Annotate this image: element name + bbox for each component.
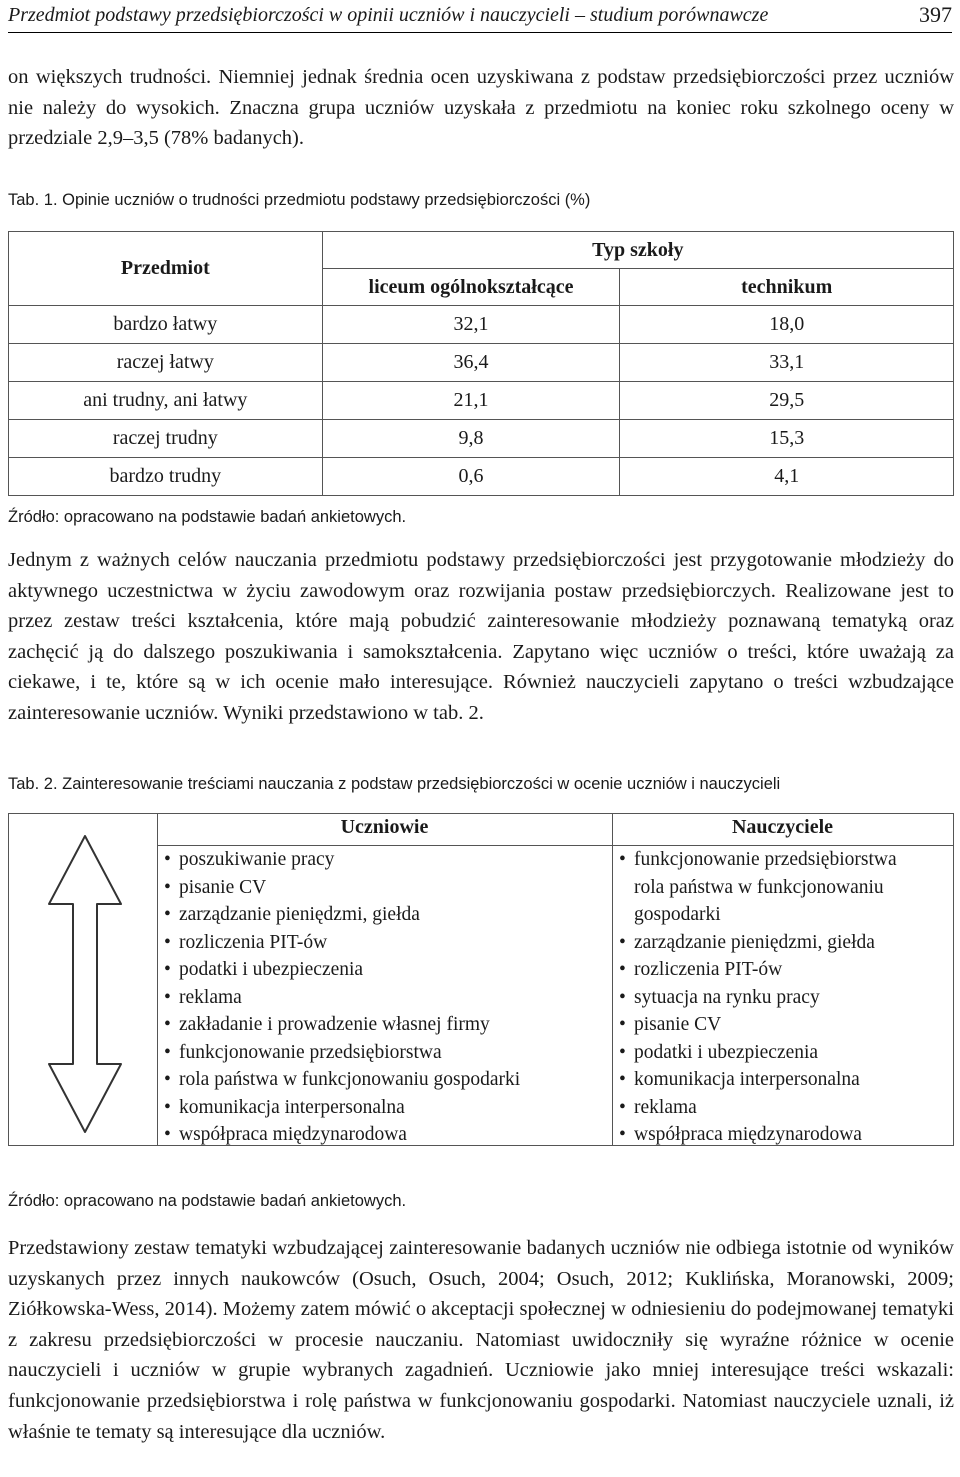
- list-item: • poszukiwanie pracy: [164, 846, 520, 874]
- cell-tech: 4,1: [620, 458, 954, 496]
- list-item: • zakładanie i prowadzenie własnej firmy: [164, 1011, 520, 1039]
- cell-tech: 15,3: [620, 420, 954, 458]
- cell-lo: 0,6: [322, 458, 620, 496]
- row-label: raczej trudny: [9, 420, 323, 458]
- list-item: • współpraca międzynarodowa: [164, 1121, 520, 1149]
- running-header: [8, 2, 952, 33]
- cell-tech: 18,0: [620, 306, 954, 344]
- list-item-continuation: rola państwa w funkcjonowaniu: [634, 876, 884, 898]
- table-row: [9, 420, 954, 458]
- double-arrow-icon: [47, 834, 123, 1134]
- table1-header-tech: technikum: [620, 269, 954, 306]
- list-item: • współpraca międzynarodowa: [619, 1121, 897, 1149]
- list-item: • podatki i ubezpieczenia: [619, 1039, 897, 1067]
- list-item: • funkcjonowanie przedsiębiorstwa: [164, 1039, 520, 1067]
- list-item: • reklama: [164, 984, 520, 1012]
- table1-header-subject: Przedmiot: [9, 232, 323, 306]
- row-label: ani trudny, ani łatwy: [9, 382, 323, 420]
- intro-paragraph: on większych trudności. Niemniej jednak średnia ocen uzyskiwana z podstaw przedsiębiorczości przez uczniów nie należy do wysokich. Znaczna grupa uczniów uzyskała z przedmiotu na koniec roku szkolnego oceny w przedziale 2,9–3,5 (78% badanych).: [8, 66, 954, 150]
- list-item: • reklama: [619, 1094, 897, 1122]
- table1-source: Źródło: opracowano na podstawie badań ankietowych.: [8, 508, 407, 526]
- list-item: • funkcjonowanie przedsiębiorstwa: [619, 846, 897, 874]
- list-item: • zarządzanie pieniędzmi, giełda: [164, 901, 520, 929]
- table-row: [9, 306, 954, 344]
- list-item: • rozliczenia PIT-ów: [164, 929, 520, 957]
- table-row: [9, 382, 954, 420]
- running-title: Przedmiot podstawy przedsiębiorczości w opinii uczniów i nauczycieli – studium porównawcze: [8, 4, 769, 26]
- list-item: • podatki i ubezpieczenia: [164, 956, 520, 984]
- row-label: raczej łatwy: [9, 344, 323, 382]
- cell-lo: 36,4: [322, 344, 620, 382]
- list-item: • rozliczenia PIT-ów: [619, 956, 897, 984]
- list-item: • sytuacja na rynku pracy: [619, 984, 897, 1012]
- list-item: • zarządzanie pieniędzmi, giełda: [619, 929, 897, 957]
- middle-paragraph: Jednym z ważnych celów nauczania przedmiotu podstawy przedsiębiorczości jest przygotowanie młodzieży do aktywnego uczestnictwa w życiu zawodowym oraz rozwijania postaw przedsiębiorczych. Realizowane jest to przez zestaw treści kształcenia, które mają pobudzić zainteresowanie młodzieży poznawaną tematyką oraz zachęcić ją do dalszego poszukiwania i samokształcenia. Zapytano więc uczniów o treści, które uważają za ciekawe, i te, które są w ich ocenie mało interesujące. Również nauczycieli zapytano o treści wzbudzające zainteresowanie uczniów. Wyniki przedstawiono w tab. 2.: [8, 549, 954, 724]
- table2-source: Źródło: opracowano na podstawie badań ankietowych.: [8, 1192, 407, 1210]
- row-label: bardzo łatwy: [9, 306, 323, 344]
- table1-caption: Tab. 1. Opinie uczniów o trudności przedmiotu podstawy przedsiębiorczości (%): [8, 191, 591, 209]
- list-item: • komunikacja interpersonalna: [619, 1066, 897, 1094]
- teachers-list: [619, 846, 897, 1149]
- column-divider: [157, 814, 158, 1145]
- list-item: • komunikacja interpersonalna: [164, 1094, 520, 1122]
- cell-lo: 9,8: [322, 420, 620, 458]
- final-paragraph: Przedstawiony zestaw tematyki wzbudzającej zainteresowanie badanych uczniów nie odbiega istotnie od wyników uzyskanych przez innych naukowców (Osuch, Osuch, 2004; Osuch, 2012; Kuklińska, Moranowski, 2009; Ziółkowska-Wess, 2014). Możemy zatem mówić o akceptacji społecznej w odniesieniu do podejmowanej tematyki z zakresu przedsiębiorczości w procesie nauczaniu. Natomiast uwidoczniły się wyraźne różnice w ocenie nauczycieli i uczniów w grupie wybranych zagadnień. Uczniowie jako mniej interesujące treści wskazali: funkcjonowanie przedsiębiorstwa i rolę państwa w funkcjonowaniu gospodarki. Natomiast nauczyciele uznali, iż właśnie te tematy są interesujące dla uczniów.: [8, 1237, 954, 1443]
- column-divider: [612, 814, 613, 1145]
- cell-lo: 21,1: [322, 382, 620, 420]
- teachers-header: Nauczyciele: [731, 816, 834, 838]
- table2: [8, 813, 954, 1146]
- row-label: bardzo trudny: [9, 458, 323, 496]
- table1-header-lo: liceum ogólnokształcące: [322, 269, 620, 306]
- cell-tech: 33,1: [620, 344, 954, 382]
- table2-caption: Tab. 2. Zainteresowanie treściami nauczania z podstaw przedsiębiorczości w ocenie uczniów i nauczycieli: [8, 775, 781, 793]
- page-number: 397: [919, 2, 952, 27]
- table1-header-school-type: Typ szkoły: [322, 232, 953, 269]
- table-row: [9, 344, 954, 382]
- students-list: [164, 846, 520, 1149]
- cell-tech: 29,5: [620, 382, 954, 420]
- table1: [8, 231, 954, 496]
- list-item: • pisanie CV: [619, 1011, 897, 1039]
- table-row: [9, 458, 954, 496]
- list-item: • rola państwa w funkcjonowaniu gospodarki: [164, 1066, 520, 1094]
- cell-lo: 32,1: [322, 306, 620, 344]
- list-item: • pisanie CV: [164, 874, 520, 902]
- students-header: Uczniowie: [340, 816, 429, 838]
- list-item-continuation: gospodarki: [634, 904, 721, 925]
